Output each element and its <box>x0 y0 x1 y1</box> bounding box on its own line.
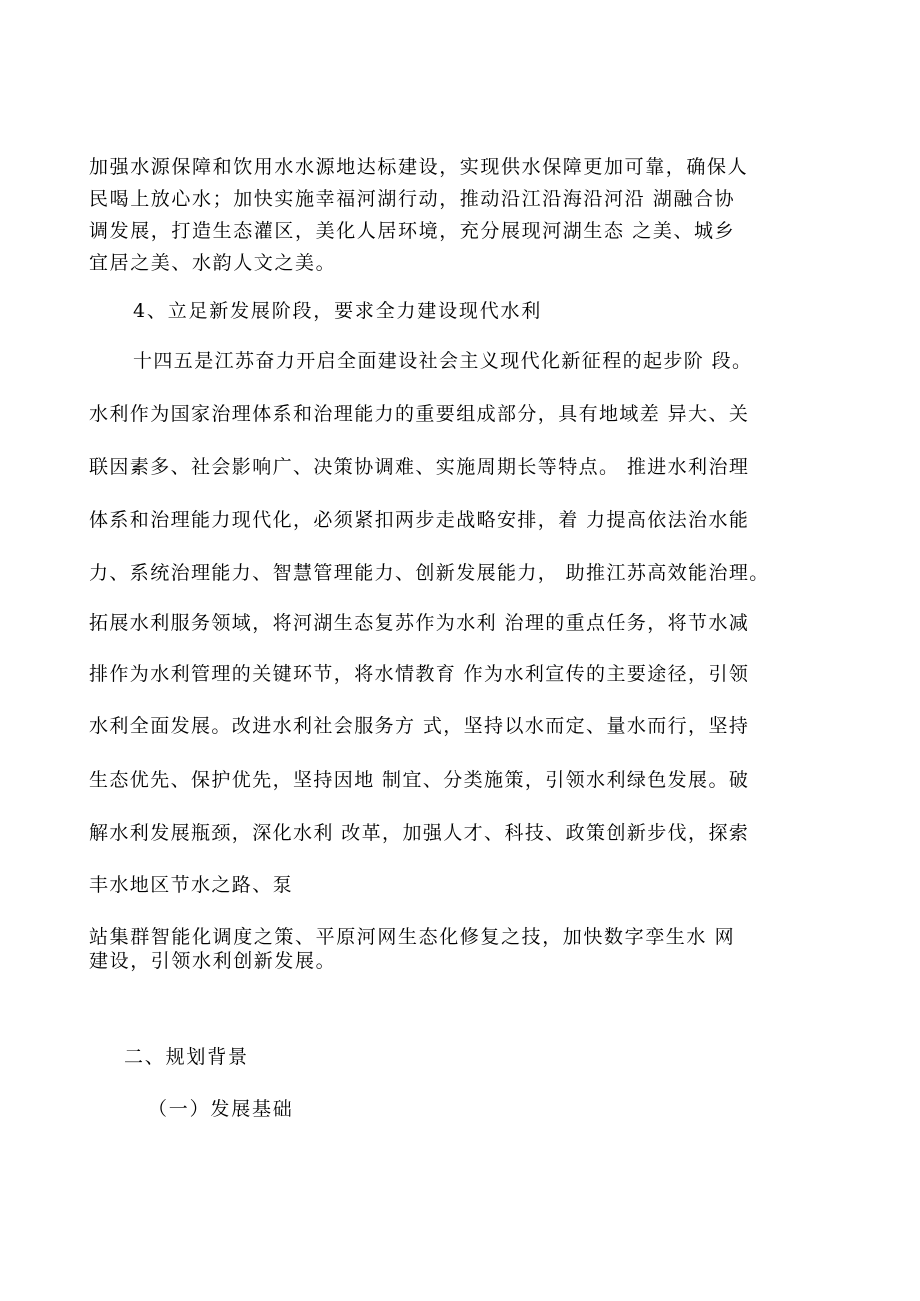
paragraph-2-line-4: 体系和治理能力现代化，必须紧扣两步走战略安排，着 力提高依法治水能 <box>89 509 750 531</box>
paragraph-2-line-9: 生态优先、保护优先，坚持因地 制宜、分类施策，引领水利绿色发展。破 <box>89 769 750 791</box>
section-heading: 二、规划背景 <box>124 1046 249 1068</box>
paragraph-3-line-1: 站集群智能化调度之策、平原河网生态化修复之技，加快数字孪生水 网 <box>89 926 736 948</box>
paragraph-2-line-8: 水利全面发展。改进水利社会服务方 式，坚持以水而定、量水而行，坚持 <box>89 715 750 737</box>
paragraph-2-line-1: 十四五是江苏奋力开启全面建设社会主义现代化新征程的起步阶 段。 <box>133 350 753 372</box>
paragraph-1-line-4: 宜居之美、水韵人文之美。 <box>89 252 337 274</box>
paragraph-1-line-3: 调发展，打造生态灌区，美化人居环境，充分展现河湖生态 之美、城乡 <box>89 220 736 242</box>
paragraph-2-line-7: 排作为水利管理的关键环节，将水情教育 作为水利宣传的主要途径，引领 <box>89 663 750 685</box>
paragraph-2-line-10: 解水利发展瓶颈，深化水利 改革，加强人才、科技、政策创新步伐，探索 <box>89 822 750 844</box>
heading-4: 4、立足新发展阶段，要求全力建设现代水利 <box>133 300 543 322</box>
paragraph-2-line-3: 联因素多、社会影响广、决策协调难、实施周期长等特点。 推进水利治理 <box>89 456 750 478</box>
paragraph-2-line-6: 拓展水利服务领域，将河湖生态复苏作为水利 治理的重点任务，将节水减 <box>89 612 750 634</box>
paragraph-1-line-1: 加强水源保障和饮用水水源地达标建设，实现供水保障更加可靠，确保人 <box>89 156 749 178</box>
paragraph-2-line-11: 丰水地区节水之路、泵 <box>89 874 294 896</box>
paragraph-1-line-2: 民喝上放心水；加快实施幸福河湖行动，推动沿江沿海沿河沿 湖融合协 <box>89 188 736 210</box>
paragraph-2-line-2: 水利作为国家治理体系和治理能力的重要组成部分，具有地域差 异大、关 <box>89 403 750 425</box>
paragraph-2-line-5: 力、系统治理能力、智慧管理能力、创新发展能力， 助推江苏高效能治理。 <box>89 562 770 584</box>
paragraph-3-line-2: 建设，引领水利创新发展。 <box>89 950 337 972</box>
subsection-heading: （一）发展基础 <box>148 1098 294 1120</box>
